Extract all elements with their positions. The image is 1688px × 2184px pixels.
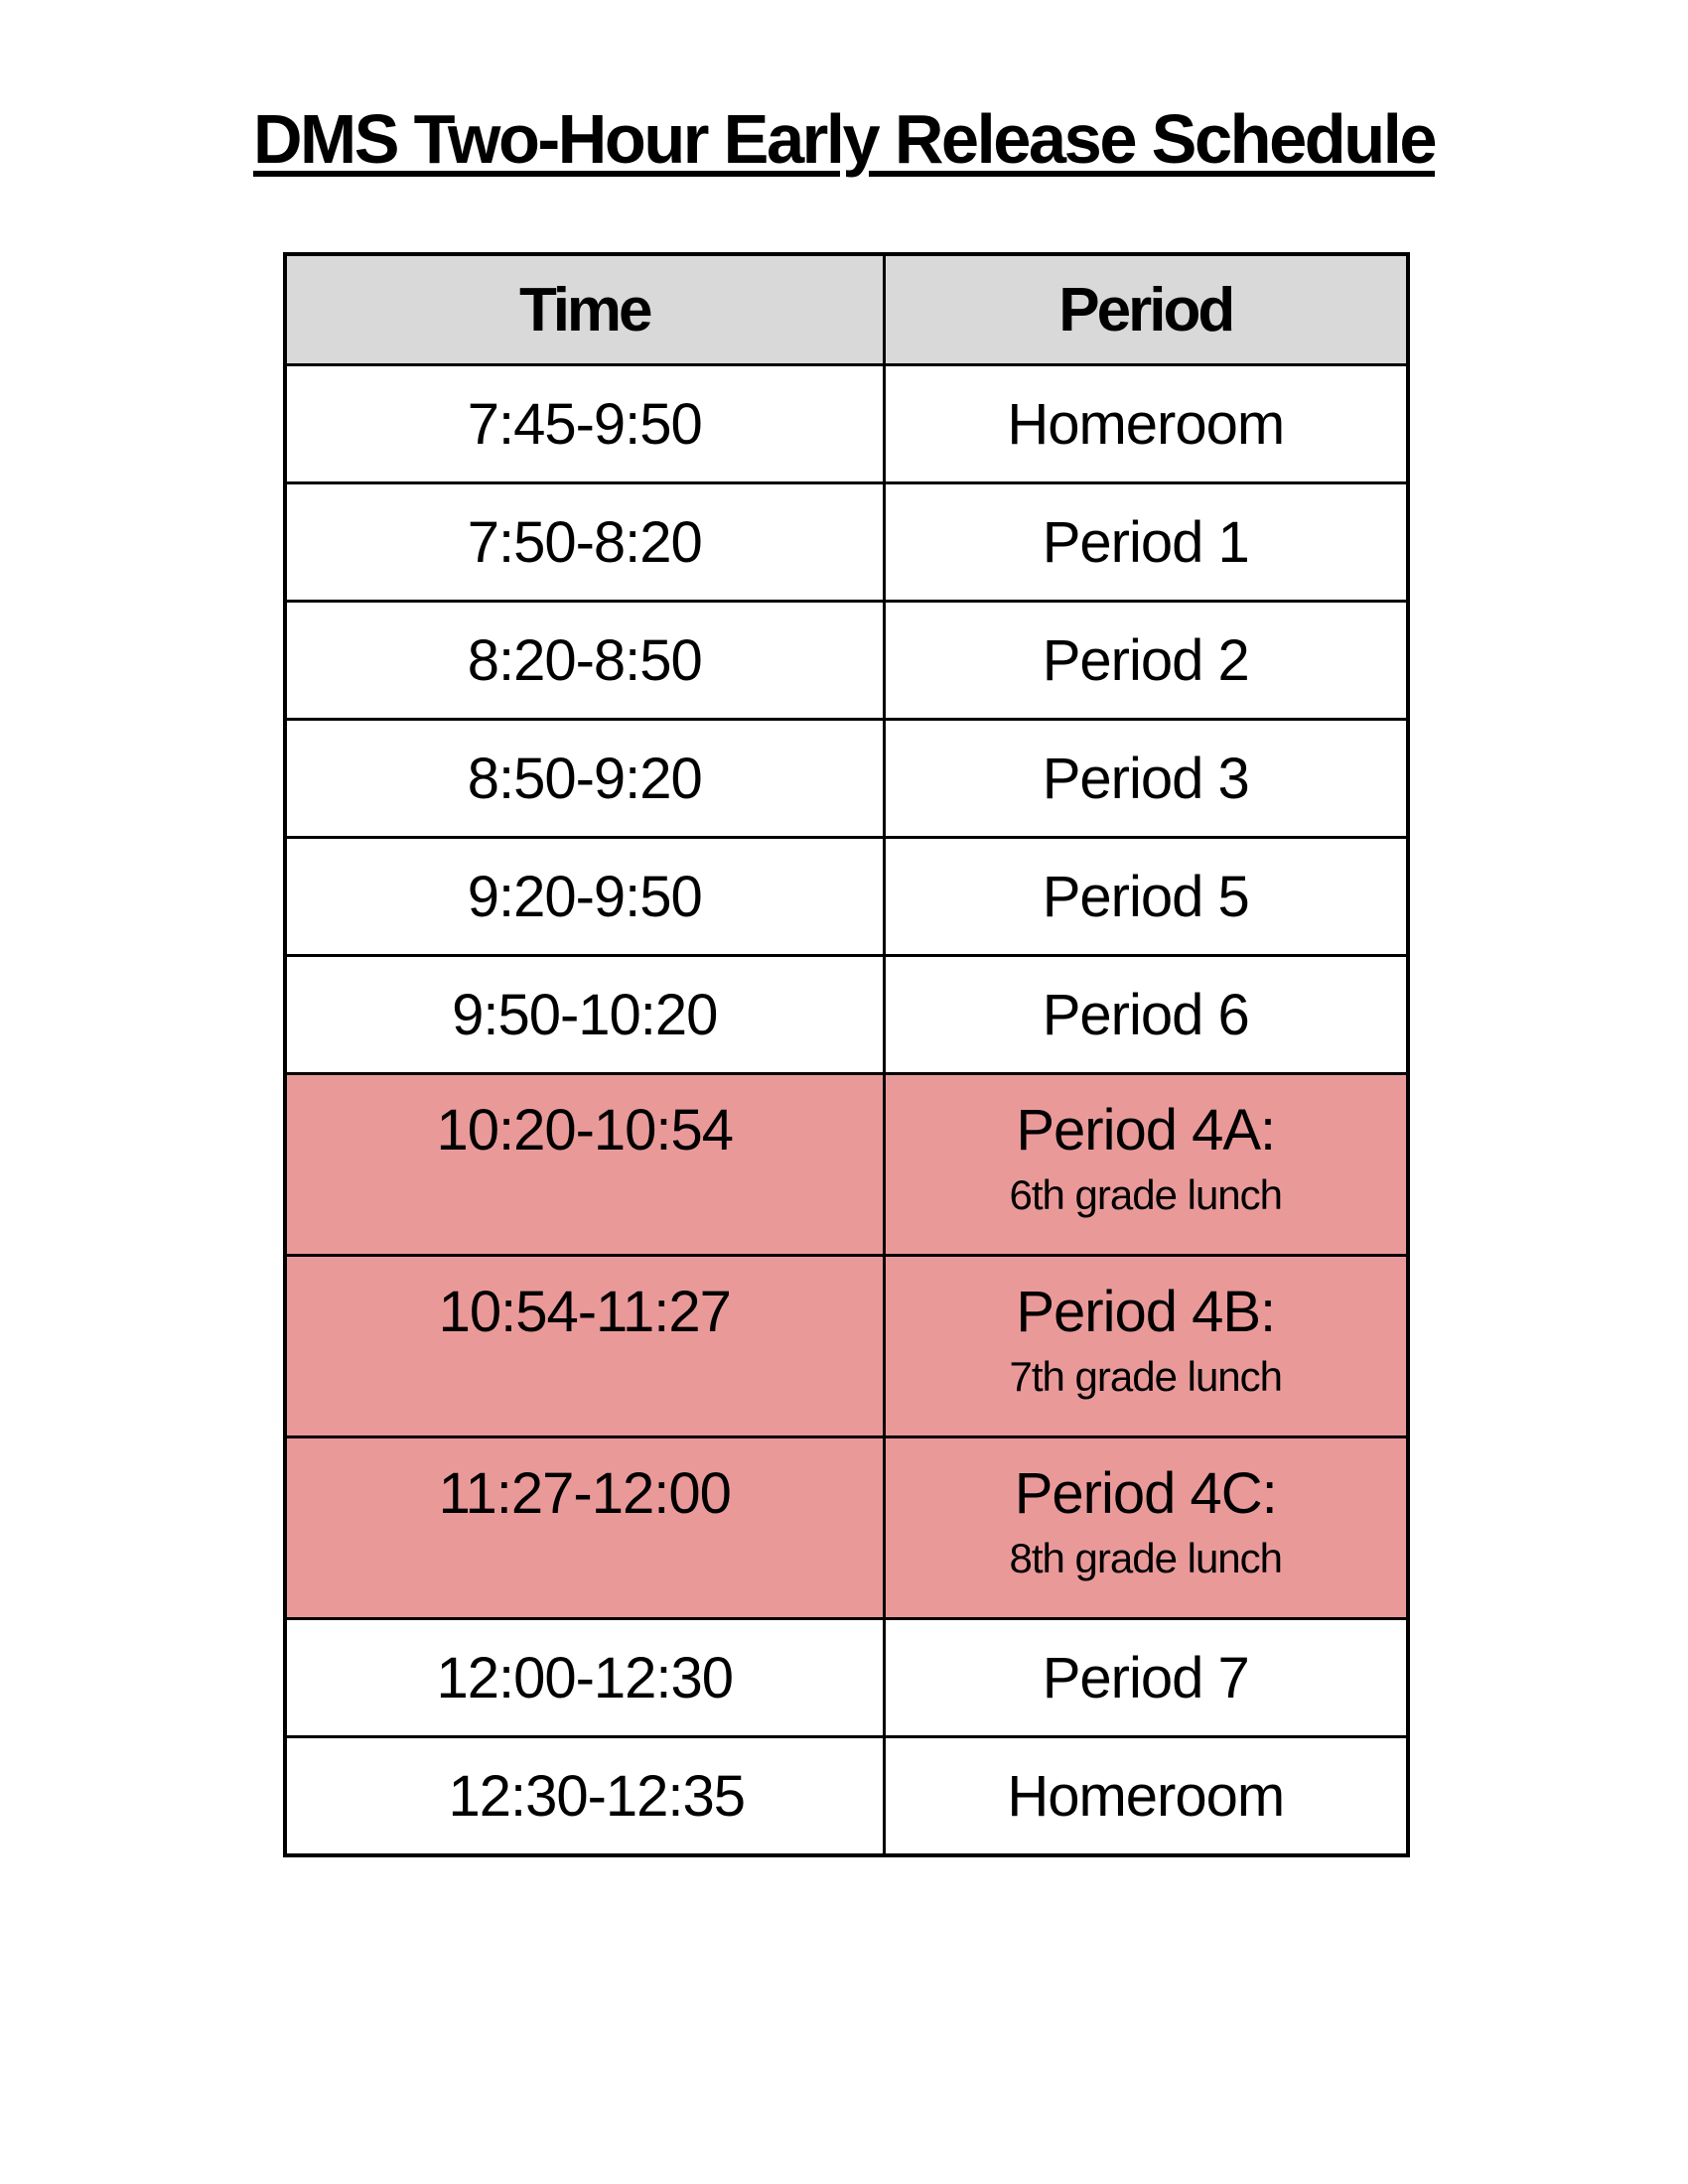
table-row	[285, 1619, 1408, 1737]
lunch-note: 8th grade lunch	[1009, 1535, 1283, 1581]
header-period: Period	[884, 254, 1408, 365]
table-header-row	[285, 254, 1408, 365]
table-row-lunch	[285, 1256, 1408, 1437]
time-cell	[285, 1256, 884, 1437]
time-cell: 7:50-8:20	[285, 483, 884, 602]
period-cell: Period 3	[884, 720, 1408, 838]
period-cell: Period 1	[884, 483, 1408, 602]
period-cell: Homeroom	[884, 365, 1408, 483]
period-cell: Homeroom	[884, 1737, 1408, 1856]
table-row-lunch	[285, 1074, 1408, 1256]
schedule-table	[283, 252, 1410, 1857]
lunch-note: 7th grade lunch	[1009, 1353, 1283, 1400]
period-cell	[884, 1437, 1408, 1619]
time-cell	[285, 1074, 884, 1256]
table-row-lunch	[285, 1437, 1408, 1619]
period-cell: Period 2	[884, 602, 1408, 720]
header-time: Time	[285, 254, 884, 365]
time-cell	[285, 1437, 884, 1619]
time-cell: 12:00-12:30	[285, 1619, 884, 1737]
time-cell: 8:50-9:20	[285, 720, 884, 838]
table-row	[285, 483, 1408, 602]
lunch-note: 6th grade lunch	[1009, 1171, 1283, 1218]
time-cell	[285, 1737, 884, 1856]
time-cell: 7:45-9:50	[285, 365, 884, 483]
period-text: Period 4B:	[1016, 1280, 1276, 1344]
period-cell: Period 6	[884, 956, 1408, 1074]
time-text: 12:30-12:35	[448, 1763, 746, 1829]
table-row	[285, 602, 1408, 720]
time-text: 10:54-11:27	[438, 1280, 731, 1344]
period-cell: Period 5	[884, 838, 1408, 956]
time-text: 11:27-12:00	[438, 1461, 731, 1526]
table-row	[285, 1737, 1408, 1856]
table-row	[285, 365, 1408, 483]
period-text: Period 4C:	[1014, 1461, 1277, 1526]
table-row	[285, 720, 1408, 838]
period-text: Period 4A:	[1016, 1098, 1276, 1162]
table-row	[285, 838, 1408, 956]
table-row	[285, 956, 1408, 1074]
time-cell: 9:50-10:20	[285, 956, 884, 1074]
time-cell: 8:20-8:50	[285, 602, 884, 720]
period-cell	[884, 1256, 1408, 1437]
page-title: DMS Two-Hour Early Release Schedule	[252, 100, 1436, 178]
period-cell: Period 7	[884, 1619, 1408, 1737]
time-text: 10:20-10:54	[436, 1098, 734, 1162]
period-cell	[884, 1074, 1408, 1256]
time-cell: 9:20-9:50	[285, 838, 884, 956]
